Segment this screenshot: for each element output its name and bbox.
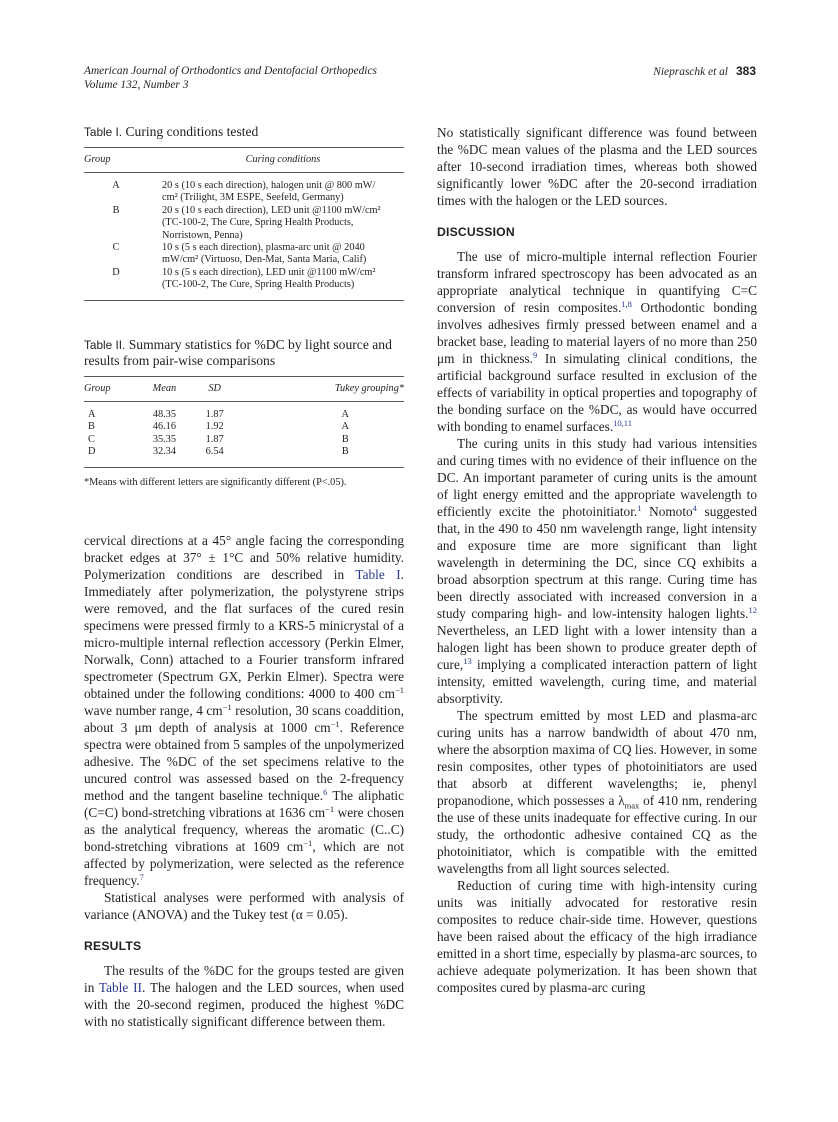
authors: Niepraschk et al [653,66,728,78]
table-row: B 20 s (10 s each direction), LED unit @1100 mW/cm² (TC-100-2, The Cure, Spring Health Products, Norristown, Penna) [112,204,381,241]
citation-link[interactable]: 7 [139,871,144,882]
table-row: C 35.35 1.87 B [88,433,349,445]
table2-header-group: Group [84,376,136,401]
discussion-paragraph-3: The spectrum emitted by most LED and plasma-arc curing units has a narrow bandwidth of about 470 nm, where the absorption maxima of CQ lies. However, in some resin composites, other types of photoinitiators are used that absorb at different wavelengths; ie, phenyl propanodione, which possesses a $\lambda_{max}$ of 410 nm, rendering the use of these units inadequate for effective curing. In our study, the orthodontic adhesive contained CQ as the photoinitiator, which is compatible with the emitted wavelengths from all light sources selected. [437,708,757,876]
citation-link[interactable]: 13 [463,656,472,666]
right-column [437,124,757,996]
page-number: 383 [735,64,756,78]
citation-link[interactable]: 10,11 [613,418,632,428]
results-heading: RESULTS [84,938,142,953]
statistics-paragraph: Statistical analyses were performed with analysis of variance (ANOVA) and the Tukey test (α = 0.05). [84,889,404,922]
citation-link[interactable]: 1,8 [621,299,632,309]
table1-caption [84,124,404,141]
table-row: D 10 s (5 s each direction), LED unit @1100 mW/cm² (TC-100-2, The Cure, Spring Health Products) [112,266,376,291]
table2-header-tukey: Tukey grouping* [237,376,405,401]
citation-link[interactable]: 12 [748,605,757,615]
table-row: C 10 s (5 s each direction), plasma-arc unit @ 2040 mW/cm² (Virtuoso, Den-Mat, Santa Maria, Calif) [112,241,367,266]
table2 [84,376,404,468]
journal-title: American Journal of Orthodontics and Dentofacial Orthopedics [84,65,377,77]
table1-label: Table I. [84,125,123,139]
table2-header-sd: SD [193,376,237,401]
table-row: A 20 s (10 s each direction), halogen unit @ 800 mW/ cm² (Trilight, 3M ESPE, Seefeld, Germany) [112,179,376,204]
discussion-heading: DISCUSSION [437,225,515,239]
citation-link[interactable]: 6 [323,786,328,797]
results-paragraph: The results of the %DC for the groups tested are given in Table II. The halogen and the LED sources, when used with the 20-second regimen, produced the highest %DC with no statistically significant difference between them. [84,962,404,1029]
journal-volume: Volume 132, Number 3 [84,79,189,91]
table1-header-group: Group [84,147,162,172]
table2-caption [84,337,404,370]
table1-link[interactable]: Table I [355,566,401,582]
citation-link[interactable]: 4 [692,503,697,513]
methods-paragraph: cervical directions at a 45° angle facing the corresponding bracket edges at 37° ± 1°C and 50% relative humidity. Polymerization conditions are described in Table I. Immediately after polymerization, the polystyrene strips were removed, and the flat surfaces of the cured resin specimens were pressed firmly to a KRS-5 minicrystal of a micro-multiple internal reflection accessory (Perkin Elmer, Norwalk, Conn) attached to a Fourier transform infrared spectrometer (Spectrum GX, Perkin Elmer). Spectra were obtained under the following conditions: 4000 to 400 $cm^{-1}$ wave number range, 4 $cm^{-1}$ resolution, 30 scans coaddition, about 3 μm depth of analysis at 1000 $cm^{-1}$. Reference spectra were obtained from 5 samples of the unpolymerized adhesive. The %DC of the set specimens relative to the uncured control was assessed based on the 2-frequency method and the tangent baseline technique.$^6$ The aliphatic (C=C) bond-stretching vibrations at 1636 $cm^{-1}$ were chosen as the analytical frequency, whereas the aromatic (C..C) bond-stretching vibrations at 1609 $cm^{-1}$, which are not affected by polymerization, were selected as the reference frequency.$^7$ [84,532,404,888]
header-right [653,64,756,79]
discussion-paragraph-2: The curing units in this study had various intensities and curing times with no evidence of their influence on the DC. An important parameter of curing units is the amount of light energy emitted and the appropriate wavelength to efficiently excite the photoinitiator.$^1$ Nomoto$^4$ suggested that, in the 490 to 450 nm wavelength range, light intensity and exposure time are more significant than light wavelength in determining the DC, since CQ exhibits a broad absorption spectrum at this range. Curing time has been directly associated with increased conversion in a study comparing high- and low-intensity halogen lights.$^{12}$ Nevertheless, an LED light with a lower intensity than a halogen light has been shown to produce greater depth of cure,$^{13}$ implying a complicated interaction pattern of light intensity, emitted wavelength, curing time, and material absorptivity. [437,436,757,706]
running-header [84,64,756,92]
table2-label: Table II. [84,337,126,352]
table1-header-conditions: Curing conditions [162,147,404,172]
citation-link[interactable]: 9 [533,350,538,360]
table2-header-mean: Mean [136,376,193,401]
table2-link[interactable]: Table II [98,979,142,995]
citation-link[interactable]: 1 [637,503,642,513]
table2-title: Summary statistics for %DC by light source and results from pair-wise comparisons [84,336,392,369]
table1 [84,147,404,301]
results-continued-paragraph: No statistically significant difference was found between the %DC mean values of the plasma and the LED sources after 10-second irradiation times, whereas both showed significantly lower %DC after the 20-second irradiation times with the halogen or the LED sources. [437,125,757,208]
discussion-paragraph-1: The use of micro-multiple internal reflection Fourier transform infrared spectroscopy has been advocated as an appropriate analytical technique in quantifying C=C conversion of resin composites.$^{1,8}$ Orthodontic bonding involves adhesives firmly pressed between enamel and a bracket base, leading to material layers of no more than 250 μm in thickness.$^9$ In simulating clinical conditions, the artificial background surface resulted in exclusion of the effects of variability in optical properties and topography of the bonding surface on the %DC, as would have occurred with bonding to enamel surfaces.$^{10,11}$ [437,249,757,434]
left-column [84,124,404,1030]
table2-footnote: *Means with different letters are significantly different (P<.05). [84,476,347,488]
table-row: D 32.34 6.54 B [88,446,349,458]
discussion-paragraph-4: Reduction of curing time with high-intensity curing units was initially advocated for restorative resin composites to reduce chair-side time. However, questions have been raised about the efficacy of the high irradiance emitted in a short time, especially by plasma-arc sources, to achieve adequate polymerization. It has been shown that composites cured by plasma-arc curing [437,878,757,995]
table-row: B 46.16 1.92 A [88,421,349,433]
table-row: A 48.35 1.87 A [88,408,349,420]
table1-title: Curing conditions tested [125,124,259,139]
